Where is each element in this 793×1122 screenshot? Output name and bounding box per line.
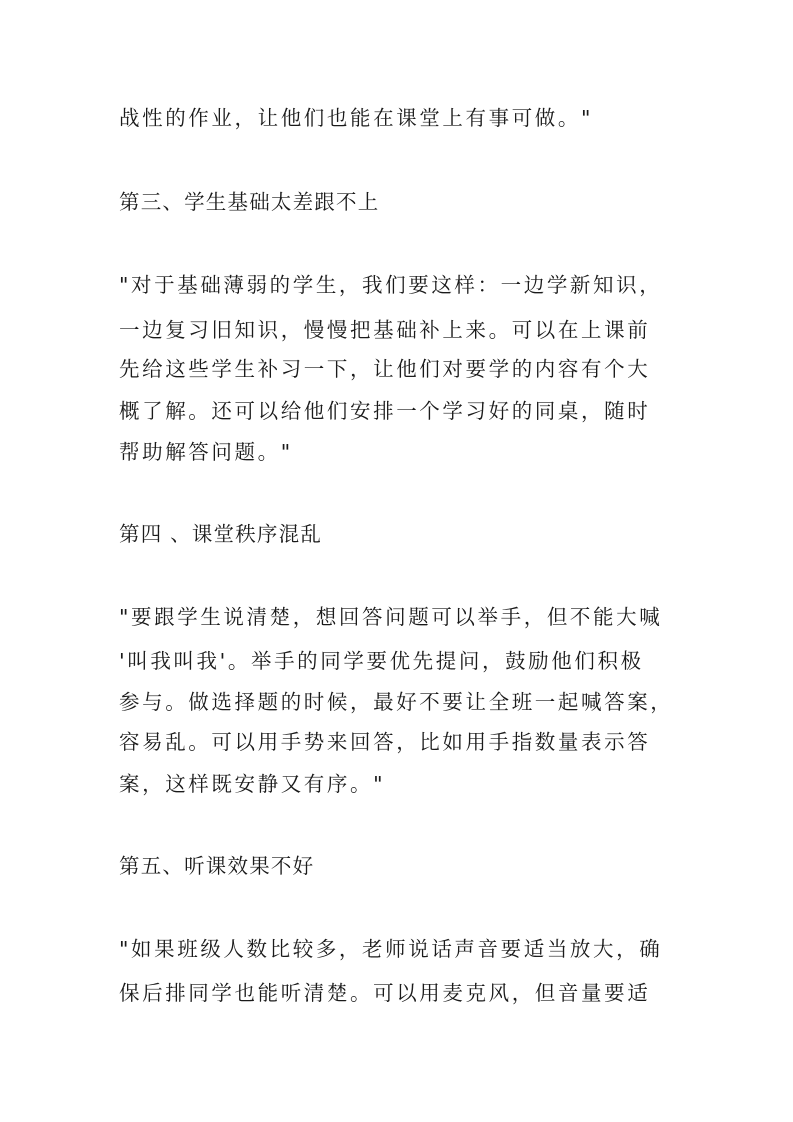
heading-section-3: 第三、学生基础太差跟不上 — [119, 190, 380, 214]
paragraph-3-line-5: 帮助解答问题。" — [119, 440, 293, 464]
heading-section-4: 第四 、课堂秩序混乱 — [119, 522, 323, 546]
paragraph-5-line-1: "如果班级人数比较多，老师说话声音要适当放大，确 — [119, 937, 663, 961]
paragraph-4-line-4: 容易乱。可以用手势来回答，比如用手指数量表示答 — [119, 730, 651, 754]
paragraph-4-line-3: 参与。做选择题的时候，最好不要让全班一起喊答案， — [119, 690, 674, 714]
paragraph-4-line-5: 案，这样既安静又有序。" — [119, 772, 386, 796]
paragraph-5-line-2: 保后排同学也能听清楚。可以用麦克风，但音量要适 — [119, 981, 651, 1005]
paragraph-4-line-2: '叫我叫我'。举手的同学要优先提问，鼓励他们积极 — [119, 649, 644, 673]
heading-section-5: 第五、听课效果不好 — [119, 854, 315, 878]
paragraph-3-line-3: 先给这些学生补习一下，让他们对要学的内容有个大 — [119, 357, 651, 381]
paragraph-4-line-1: "要跟学生说清楚，想回答问题可以举手，但不能大喊 — [119, 605, 663, 629]
paragraph-intro-line-1: 战性的作业，让他们也能在课堂上有事可做。" — [119, 106, 594, 130]
paragraph-3-line-4: 概了解。还可以给他们安排一个学习好的同桌，随时 — [119, 399, 651, 423]
paragraph-3-line-1: "对于基础薄弱的学生，我们要这样：一边学新知识， — [119, 273, 663, 297]
paragraph-3-line-2: 一边复习旧知识，慢慢把基础补上来。可以在上课前 — [119, 318, 651, 342]
